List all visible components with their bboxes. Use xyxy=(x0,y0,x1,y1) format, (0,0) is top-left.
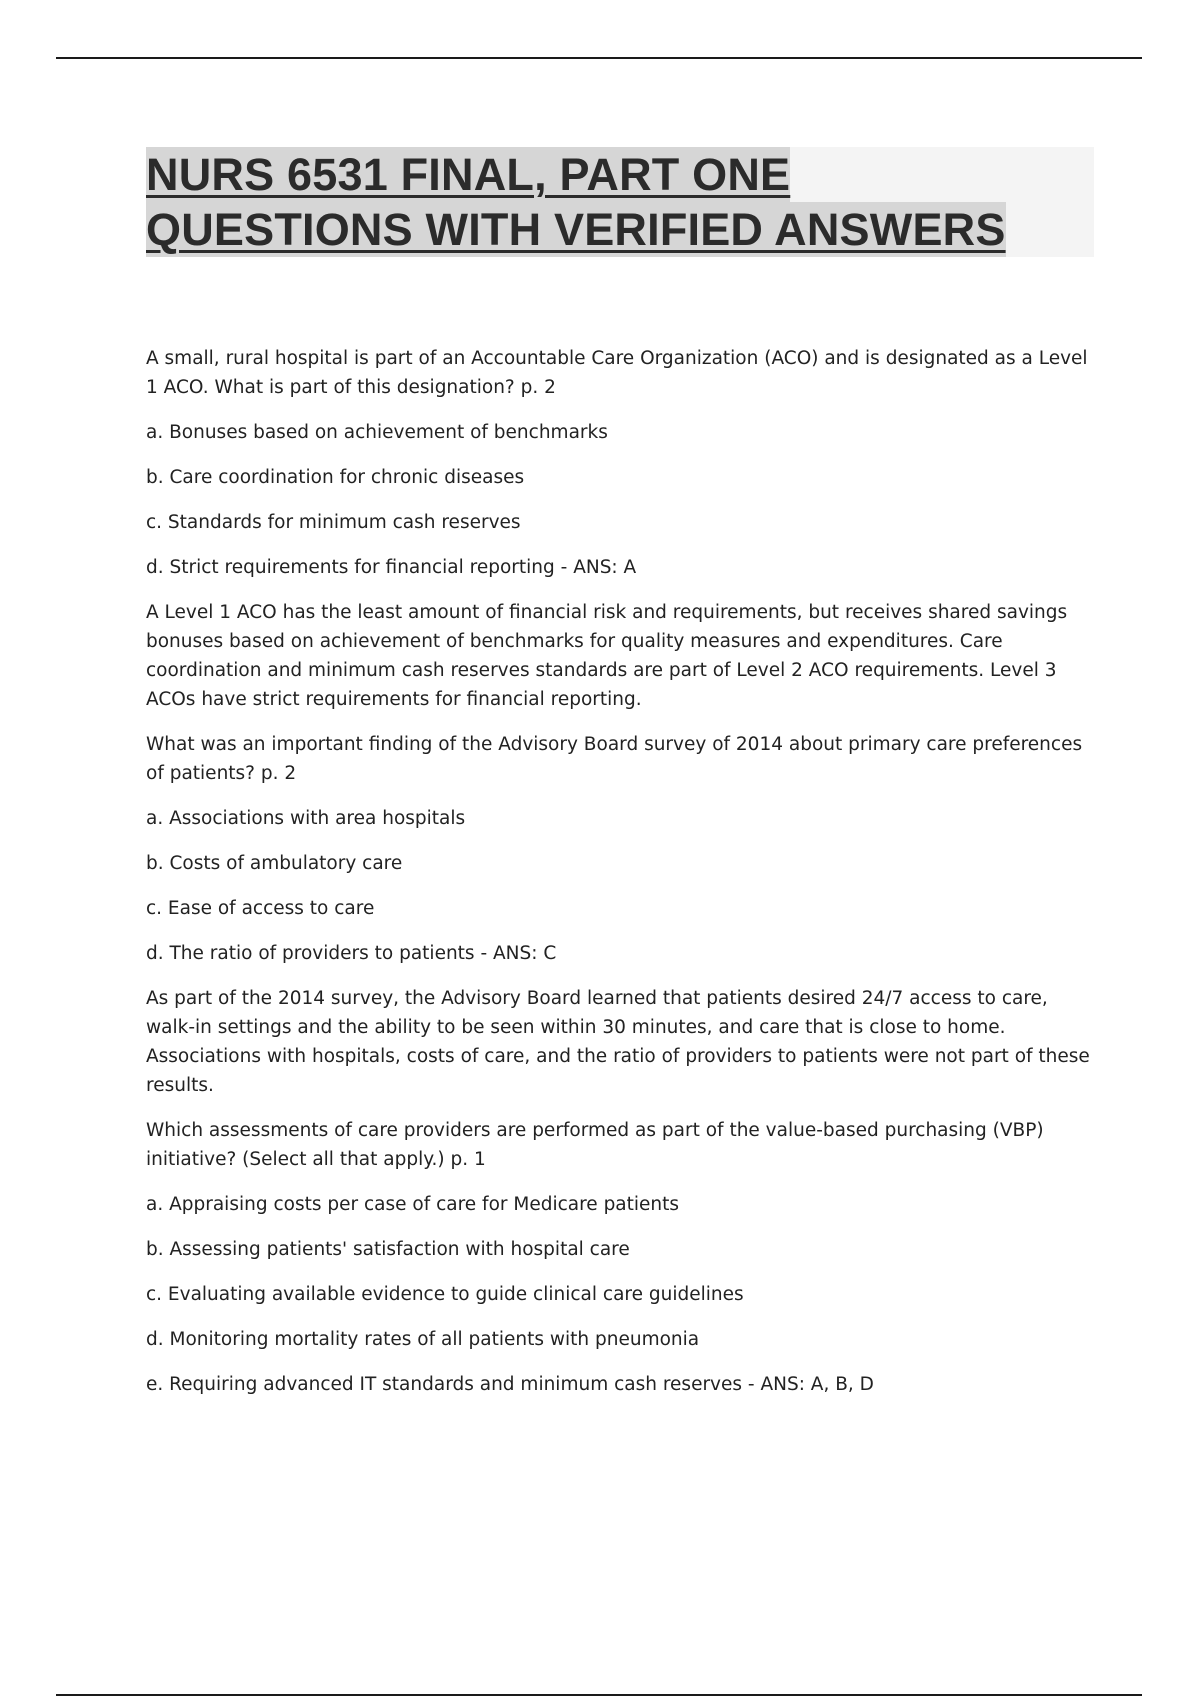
answer-option: a. Associations with area hospitals xyxy=(146,808,466,829)
answer-option: b. Assessing patients' satisfaction with hospital care xyxy=(146,1239,630,1260)
rationale-text: As part of the 2014 survey, the Advisory Board learned that patients desired 24/7 access to care, walk-in settings and the ability to be seen within 30 minutes, and care that is close to home. Associations with hospitals, costs of care, and the ratio of providers to patients were not part of these results. xyxy=(146,988,1090,1096)
answer-option: c. Ease of access to care xyxy=(146,898,375,919)
top-rule xyxy=(56,57,1142,59)
bottom-rule xyxy=(56,1694,1142,1696)
answer-option: a. Bonuses based on achievement of benchmarks xyxy=(146,422,608,443)
question-text: A small, rural hospital is part of an Accountable Care Organization (ACO) and is designated as a Level 1 ACO. What is part of this designation? p. 2 xyxy=(146,348,1088,398)
answer-option: a. Appraising costs per case of care for Medicare patients xyxy=(146,1194,680,1215)
answer-option: e. Requiring advanced IT standards and minimum cash reserves - ANS: A, B, D xyxy=(146,1374,874,1395)
question-text: What was an important finding of the Advisory Board survey of 2014 about primary care preferences of patients? p. 2 xyxy=(146,734,1083,784)
title-line-1: NURS 6531 FINAL, PART ONE xyxy=(146,149,791,200)
answer-option: c. Evaluating available evidence to guide clinical care guidelines xyxy=(146,1284,744,1305)
answer-option: d. The ratio of providers to patients - ANS: C xyxy=(146,943,557,964)
answer-option: b. Care coordination for chronic diseases xyxy=(146,467,525,488)
answer-option: b. Costs of ambulatory care xyxy=(146,853,403,874)
document-title xyxy=(146,147,1094,257)
title-line-2: QUESTIONS WITH VERIFIED ANSWERS xyxy=(146,204,1006,255)
rationale-text: A Level 1 ACO has the least amount of financial risk and requirements, but receives shared savings bonuses based on achievement of benchmarks for quality measures and expenditures. Care coordination and minimum cash reserves standards are part of Level 2 ACO requirements. Level 3 ACOs have strict requirements for financial reporting. xyxy=(146,602,1068,710)
question-text: Which assessments of care providers are performed as part of the value-based purchasing (VBP) initiative? (Select all that apply.) p. 1 xyxy=(146,1120,1044,1170)
question-list xyxy=(146,344,1096,1415)
answer-option: c. Standards for minimum cash reserves xyxy=(146,512,521,533)
answer-option: d. Monitoring mortality rates of all patients with pneumonia xyxy=(146,1329,700,1350)
answer-option: d. Strict requirements for financial reporting - ANS: A xyxy=(146,557,637,578)
